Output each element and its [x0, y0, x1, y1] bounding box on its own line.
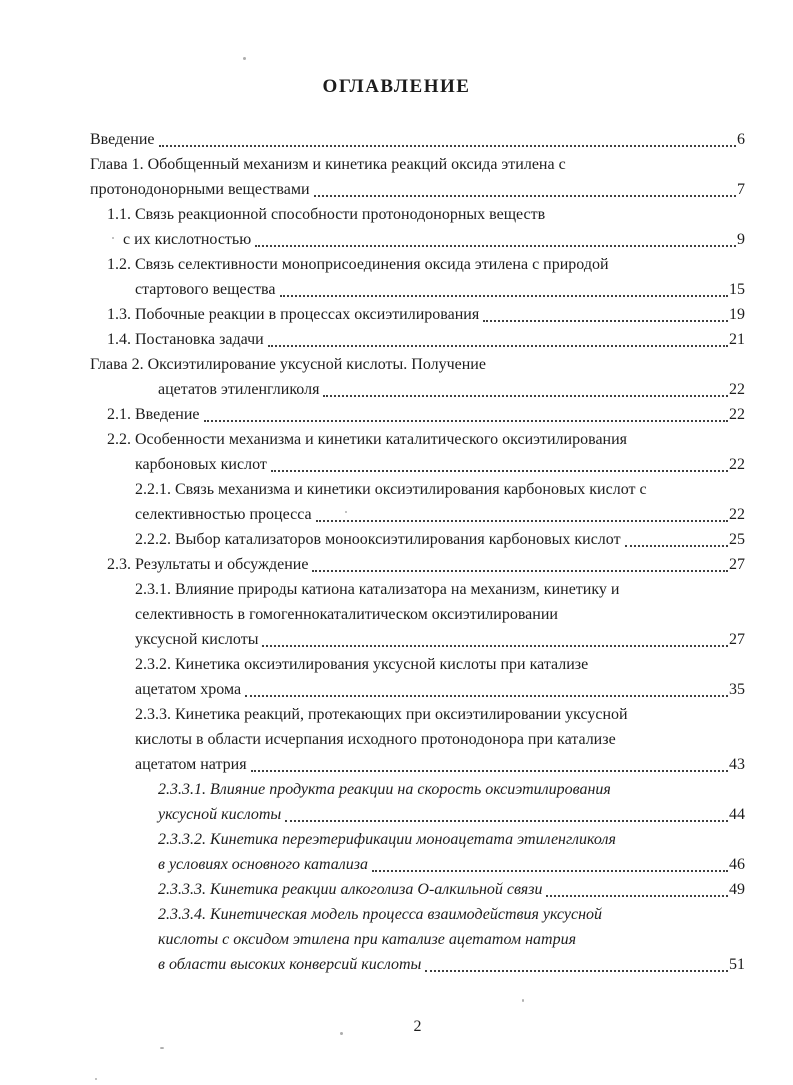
- toc-entry: [90, 652, 745, 702]
- toc-page-number: 46: [729, 856, 745, 873]
- toc-entry-line: [90, 277, 745, 302]
- toc-entry-text: 1.3. Побочные реакции в процессах оксиэтилирования: [107, 306, 480, 323]
- toc-entry: [90, 427, 745, 477]
- scan-speck: [243, 57, 246, 60]
- toc-entry-text: 2.3.3.3. Кинетика реакции алкоголиза О-алкильной связи: [158, 881, 543, 898]
- toc-entry-line: [90, 377, 745, 402]
- dotted-leader: [280, 295, 729, 297]
- toc-entry-line: [90, 202, 745, 227]
- toc-entry-line: [90, 602, 745, 627]
- dotted-leader: [483, 320, 728, 322]
- toc-entry-line: [90, 702, 745, 727]
- dotted-leader: [316, 520, 728, 522]
- dotted-leader: [314, 195, 736, 197]
- toc-entry-line: [90, 802, 745, 827]
- toc-entry-text: 2.2. Особенности механизма и кинетики каталитического оксиэтилирования: [107, 431, 628, 448]
- toc-entry: [90, 877, 745, 902]
- toc-entry-text: 2.3.1. Влияние природы катиона катализатора на механизм, кинетику и: [135, 581, 620, 598]
- toc-entry: [90, 127, 745, 152]
- dotted-leader: [255, 245, 736, 247]
- scan-speck: [112, 237, 114, 239]
- toc-entry-text: 2.3. Результаты и обсуждение: [107, 556, 309, 573]
- toc-entry-text: Глава 1. Обобщенный механизм и кинетика реакций оксида этилена с: [90, 156, 566, 173]
- toc-entry-text: Глава 2. Оксиэтилирование уксусной кислоты. Получение: [90, 356, 486, 373]
- toc-entry-text: ацетатом хрома: [135, 681, 242, 698]
- dotted-leader: [268, 345, 728, 347]
- toc-entry-line: [90, 502, 745, 527]
- toc-page-number: 9: [737, 231, 745, 248]
- toc-entry-text: протонодонорными веществами: [90, 181, 310, 198]
- toc-entry-text: 1.1. Связь реакционной способности протонодонорных веществ: [107, 206, 546, 223]
- toc-entry-line: [90, 652, 745, 677]
- toc-entry-line: [90, 752, 745, 777]
- toc-entry-text: 1.2. Связь селективности моноприсоединения оксида этилена с природой: [107, 256, 609, 273]
- toc-entry-line: [90, 177, 745, 202]
- toc-entry-text: Введение: [90, 131, 155, 148]
- toc-entry-line: [90, 902, 745, 927]
- toc-page-number: 22: [729, 406, 745, 423]
- dotted-leader: [271, 470, 728, 472]
- dotted-leader: [425, 970, 728, 972]
- toc-entry-text: 2.2.2. Выбор катализаторов монооксиэтилирования карбоновых кислот: [135, 531, 621, 548]
- toc-entry-line: [90, 327, 745, 352]
- toc-entry: [90, 252, 745, 302]
- toc-entry-text: 2.3.3.4. Кинетическая модель процесса взаимодействия уксусной: [158, 906, 602, 923]
- toc-page-number: 7: [737, 181, 745, 198]
- toc-entry-text: 2.2.1. Связь механизма и кинетики оксиэтилирования карбоновых кислот с: [135, 481, 647, 498]
- toc-page-number: 19: [729, 306, 745, 323]
- toc-entry: [90, 902, 745, 977]
- toc-page-number: 22: [729, 506, 745, 523]
- toc-page-number: 22: [729, 381, 745, 398]
- dotted-leader: [285, 820, 728, 822]
- toc-entry: [90, 552, 745, 577]
- toc-entry: [90, 402, 745, 427]
- toc-page-number: 43: [729, 756, 745, 773]
- toc-entry-line: [90, 852, 745, 877]
- toc-entry-text: 2.1. Введение: [107, 406, 200, 423]
- toc-entry-text: с их кислотностью: [123, 231, 252, 248]
- toc-entry-text: селективностью процесса: [135, 506, 312, 523]
- toc-entry-line: [90, 127, 745, 152]
- toc-entry-line: [90, 527, 745, 552]
- dotted-leader: [251, 770, 728, 772]
- toc-entry: [90, 577, 745, 652]
- toc-page-number: 49: [729, 881, 745, 898]
- toc-entry-text: 2.3.3.2. Кинетика переэтерификации моноацетата этиленгликоля: [158, 831, 616, 848]
- dotted-leader: [204, 420, 729, 422]
- toc-entry-text: ацетатом натрия: [135, 756, 247, 773]
- dotted-leader: [159, 145, 737, 147]
- dotted-leader: [372, 870, 728, 872]
- toc-entry-text: 1.4. Постановка задачи: [107, 331, 264, 348]
- toc-page-number: 22: [729, 456, 745, 473]
- dotted-leader: [262, 645, 728, 647]
- toc-entry: [90, 327, 745, 352]
- toc-entry-text: стартового вещества: [135, 281, 276, 298]
- toc-page-number: 21: [729, 331, 745, 348]
- toc-entry-line: [90, 877, 745, 902]
- toc-entry-text: 2.3.2. Кинетика оксиэтилирования уксусной кислоты при катализе: [135, 656, 589, 673]
- toc-entry-line: [90, 827, 745, 852]
- toc-entry-text: в области высоких конверсий кислоты: [158, 956, 422, 973]
- toc-entry-line: [90, 452, 745, 477]
- toc-entry: [90, 202, 745, 252]
- toc-entry-line: [90, 777, 745, 802]
- toc-entry-line: [90, 152, 745, 177]
- toc-entry-text: 2.3.3. Кинетика реакций, протекающих при оксиэтилировании уксусной: [135, 706, 628, 723]
- dotted-leader: [245, 695, 728, 697]
- toc-entry: [90, 702, 745, 777]
- toc-page-number: 44: [729, 806, 745, 823]
- page-number-footer: 2: [413, 1018, 422, 1035]
- toc-entry-line: [90, 677, 745, 702]
- toc-page-number: 25: [729, 531, 745, 548]
- toc-entry-text: 2.3.3.1. Влияние продукта реакции на скорость оксиэтилирования: [158, 781, 611, 798]
- toc-entry-line: [90, 627, 745, 652]
- toc-entry-text: селективность в гомогеннокаталитическом оксиэтилировании: [135, 606, 558, 623]
- toc-page-number: 15: [729, 281, 745, 298]
- toc-entry-text: кислоты с оксидом этилена при катализе ацетатом натрия: [158, 931, 577, 948]
- toc-page-number: 27: [729, 631, 745, 648]
- toc-page-number: 27: [729, 556, 745, 573]
- toc-entry: [90, 827, 745, 877]
- toc-entry-line: [90, 927, 745, 952]
- page-title: ОГЛАВЛЕНИЕ: [322, 76, 471, 97]
- toc-entry: [90, 527, 745, 552]
- toc-entry-line: [90, 227, 745, 252]
- toc-entry-line: [90, 477, 745, 502]
- toc-entry-text: карбоновых кислот: [135, 456, 267, 473]
- scan-speck: [522, 999, 524, 1002]
- toc-entry: [90, 302, 745, 327]
- toc-entry-line: [90, 552, 745, 577]
- toc-entry-line: [90, 352, 745, 377]
- toc-entry-text: ацетатов этиленгликоля: [158, 381, 320, 398]
- toc-page-number: 51: [729, 956, 745, 973]
- toc-entry: [90, 477, 745, 527]
- toc-list: [90, 127, 745, 977]
- scan-speck: [340, 1032, 343, 1035]
- toc-entry-line: [90, 427, 745, 452]
- scan-speck: [345, 511, 347, 513]
- dotted-leader: [312, 570, 728, 572]
- toc-entry-text: в условиях основного катализа: [158, 856, 369, 873]
- dotted-leader: [625, 545, 728, 547]
- toc-entry-line: [90, 577, 745, 602]
- toc-entry: [90, 152, 745, 202]
- dotted-leader: [323, 395, 728, 397]
- toc-entry-line: [90, 302, 745, 327]
- toc-entry-line: [90, 402, 745, 427]
- toc-entry-line: [90, 952, 745, 977]
- toc-entry: [90, 352, 745, 402]
- toc-entry-line: [90, 252, 745, 277]
- scan-speck: [160, 1047, 164, 1049]
- toc-entry-text: уксусной кислоты: [135, 631, 259, 648]
- toc-page-number: 35: [729, 681, 745, 698]
- scan-speck: [95, 1078, 97, 1080]
- toc-entry: [90, 777, 745, 827]
- toc-page-number: 6: [737, 131, 745, 148]
- toc-entry-line: [90, 727, 745, 752]
- toc-entry-text: уксусной кислоты: [158, 806, 282, 823]
- dotted-leader: [546, 895, 728, 897]
- toc-entry-text: кислоты в области исчерпания исходного протонодонора при катализе: [135, 731, 616, 748]
